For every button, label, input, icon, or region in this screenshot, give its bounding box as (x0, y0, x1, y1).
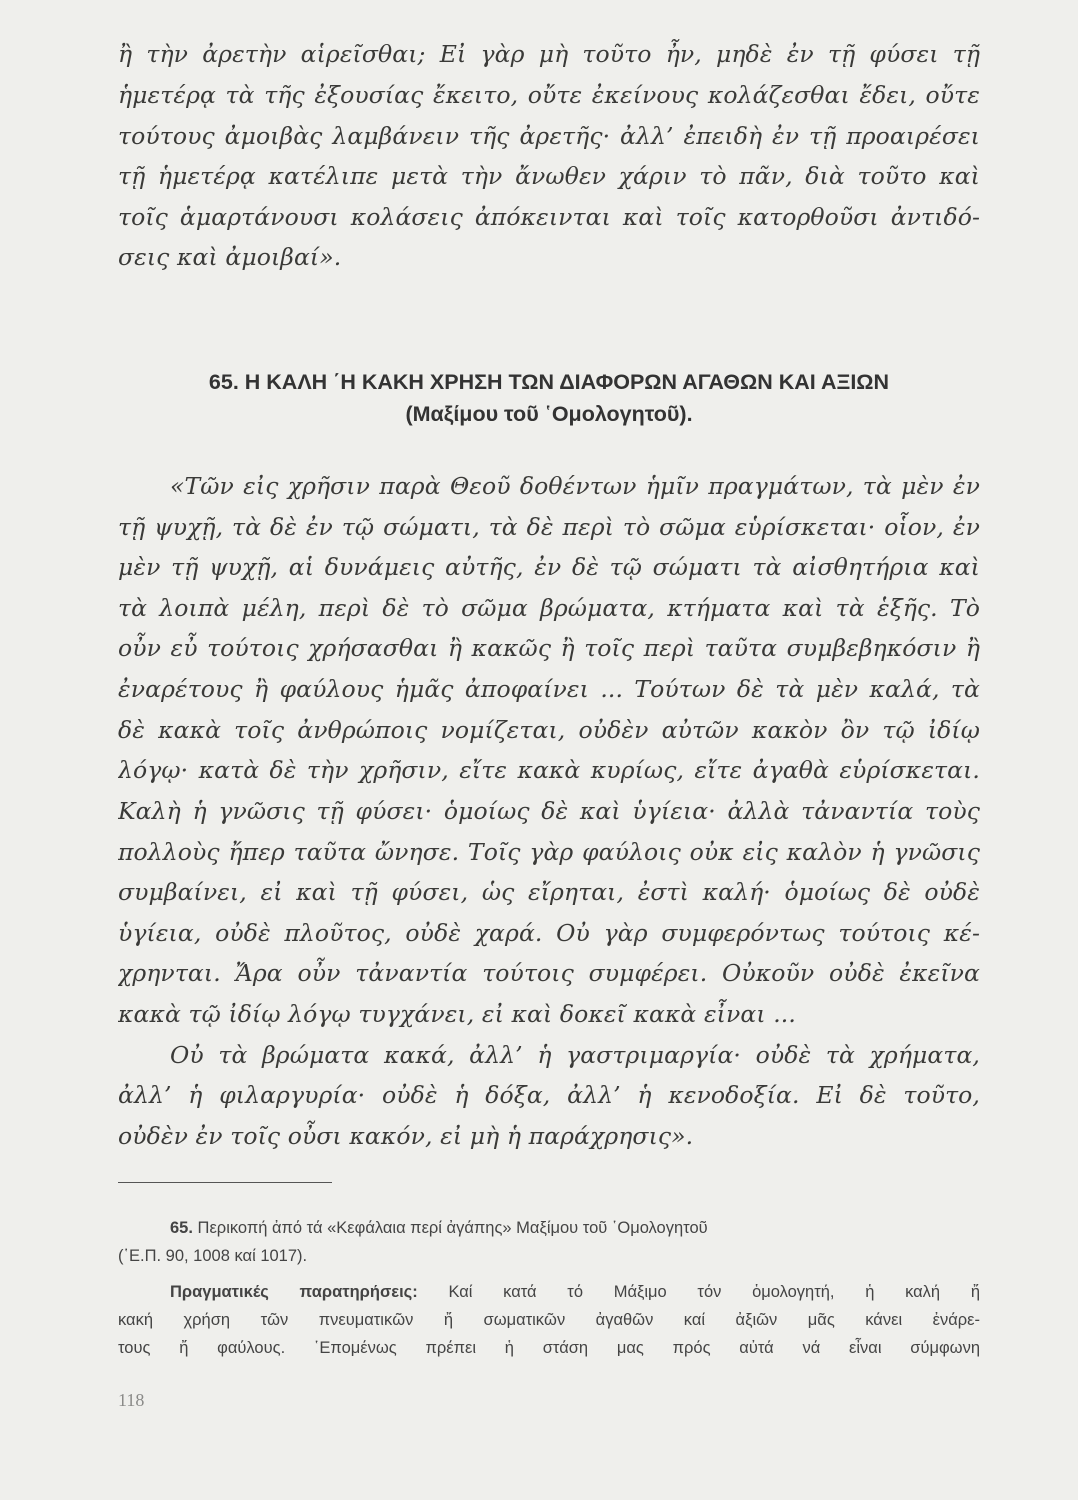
text-line: λόγῳ· κατὰ δὲ τὴν χρῆσιν, εἴτε κακὰ κυρίως, εἴτε ἀγαθὰ εὑρίσκεται. (118, 756, 980, 784)
text-line: κακὰ τῷ ἰδίῳ λόγῳ τυγχάνει, εἰ καὶ δοκεῖ κακὰ εἶναι ... (118, 1000, 796, 1028)
text-line: ὑγίεια, οὐδὲ πλοῦτος, οὐδὲ χαρά. Οὐ γὰρ συμφερόντως τούτοις κέ- (118, 919, 980, 947)
text-line: ἢ τὴν ἀρετὴν αἱρεῖσθαι; Εἰ γὰρ μὴ τοῦτο ἦν, μηδὲ ἐν τῇ φύσει τῇ (118, 40, 980, 68)
text-line: τούτους ἀμοιβὰς λαμβάνειν τῆς ἀρετῆς· ἀλλ’ ἐπειδὴ ἐν τῇ προαιρέσει (118, 122, 980, 150)
footnote-text: Περικοπή ἀπό τά «Κεφάλαια περί ἀγάπης» Μαξίμου τοῦ ῾Ομολογητοῦ (197, 1219, 708, 1237)
text-line: τῇ ἡμετέρᾳ κατέλιπε μετὰ τὴν ἄνωθεν χάριν τὸ πᾶν, διὰ τοῦτο καὶ (118, 162, 980, 190)
remarks-label: Πραγματικές παρατηρήσεις: (170, 1283, 418, 1301)
text-line: τοῖς ἁμαρτάνουσι κολάσεις ἀπόκεινται καὶ τοῖς κατορθοῦσι ἀντιδό- (118, 203, 980, 231)
text-line: συμβαίνει, εἰ καὶ τῇ φύσει, ὡς εἴρηται, ἐστὶ καλή· ὁμοίως δὲ οὐδὲ (118, 878, 980, 906)
text-line: τῇ ψυχῇ, τὰ δὲ ἐν τῷ σώματι, τὰ δὲ περὶ τὸ σῶμα εὑρίσκεται· οἷον, ἐν (118, 513, 980, 541)
text-line: Οὐ τὰ βρώματα κακά, ἀλλ’ ἡ γαστριμαργία· οὐδὲ τὰ χρήματα, (170, 1041, 980, 1069)
footnote-line (170, 1213, 980, 1243)
section-subtitle: (Μαξίμου τοῦ ῾Ομολογητοῦ). (405, 402, 693, 426)
remarks-line (170, 1277, 980, 1307)
footnote-rule (118, 1182, 332, 1183)
footnote-line: (῾Ε.Π. 90, 1008 καί 1017). (118, 1247, 308, 1265)
text-line: ἀλλ’ ἡ φιλαργυρία· οὐδὲ ἡ δόξα, ἀλλ’ ἡ κενοδοξία. Εἰ δὲ τοῦτο, (118, 1081, 980, 1109)
text-line: ἡμετέρᾳ τὰ τῆς ἐξουσίας ἔκειτο, οὔτε ἐκείνους κολάζεσθαι ἔδει, οὔτε (118, 81, 980, 109)
text-line: χρηνται. Ἄρα οὖν τἀναντία τούτοις συμφέρει. Οὐκοῦν οὐδὲ ἐκεῖνα (118, 959, 980, 987)
text-line: μὲν τῇ ψυχῇ, αἱ δυνάμεις αὐτῆς, ἐν δὲ τῷ σώματι τὰ αἰσθητήρια καὶ (118, 553, 980, 581)
text-line: πολλοὺς ἤπερ ταῦτα ὤνησε. Τοῖς γὰρ φαύλοις οὐκ εἰς καλὸν ἡ γνῶσις (118, 838, 980, 866)
page-number: 118 (118, 1390, 145, 1410)
text-line: τὰ λοιπὰ μέλη, περὶ δὲ τὸ σῶμα βρώματα, κτήματα καὶ τὰ ἑξῆς. Τὸ (118, 594, 980, 622)
text-line: «Τῶν εἰς χρῆσιν παρὰ Θεοῦ δοθέντων ἡμῖν πραγμάτων, τὰ μὲν ἐν (170, 472, 980, 500)
text-line: δὲ κακὰ τοῖς ἀνθρώποις νομίζεται, οὐδὲν αὐτῶν κακὸν ὂν τῷ ἰδίῳ (118, 716, 980, 744)
remarks-line: τους ἤ φαύλους. ῾Επομένως πρέπει ἡ στάση μας πρός αὐτά νά εἶναι σύμφωνη (118, 1339, 980, 1357)
remarks-text: Καί κατά τό Μάξιμο τόν ὁμολογητή, ἡ καλή ἤ (448, 1283, 980, 1301)
section-title: 65. Η ΚΑΛΗ ΄Η ΚΑΚΗ ΧΡΗΣΗ ΤΩΝ ΔΙΑΦΟΡΩΝ ΑΓΑΘΩΝ ΚΑΙ ΑΞΙΩΝ (208, 370, 890, 394)
text-line: οὖν εὖ τούτοις χρήσασθαι ἢ κακῶς ἢ τοῖς περὶ ταῦτα συμβεβηκόσιν ἢ (118, 634, 980, 662)
text-line: ἐναρέτους ἢ φαύλους ἡμᾶς ἀποφαίνει ... Τούτων δὲ τὰ μὲν καλά, τὰ (118, 675, 980, 703)
text-line: Καλὴ ἡ γνῶσις τῇ φύσει· ὁμοίως δὲ καὶ ὑγίεια· ἀλλὰ τἀναντία τοὺς (118, 797, 980, 825)
remarks-line: κακή χρήση τῶν πνευματικῶν ἤ σωματικῶν ἀγαθῶν καί ἀξιῶν μᾶς κάνει ἐνάρε- (118, 1311, 980, 1329)
footnote-number: 65. (170, 1219, 193, 1237)
text-line: σεις καὶ ἀμοιβαί». (118, 243, 342, 271)
text-line: οὐδὲν ἐν τοῖς οὖσι κακόν, εἰ μὴ ἡ παράχρησις». (118, 1122, 694, 1150)
